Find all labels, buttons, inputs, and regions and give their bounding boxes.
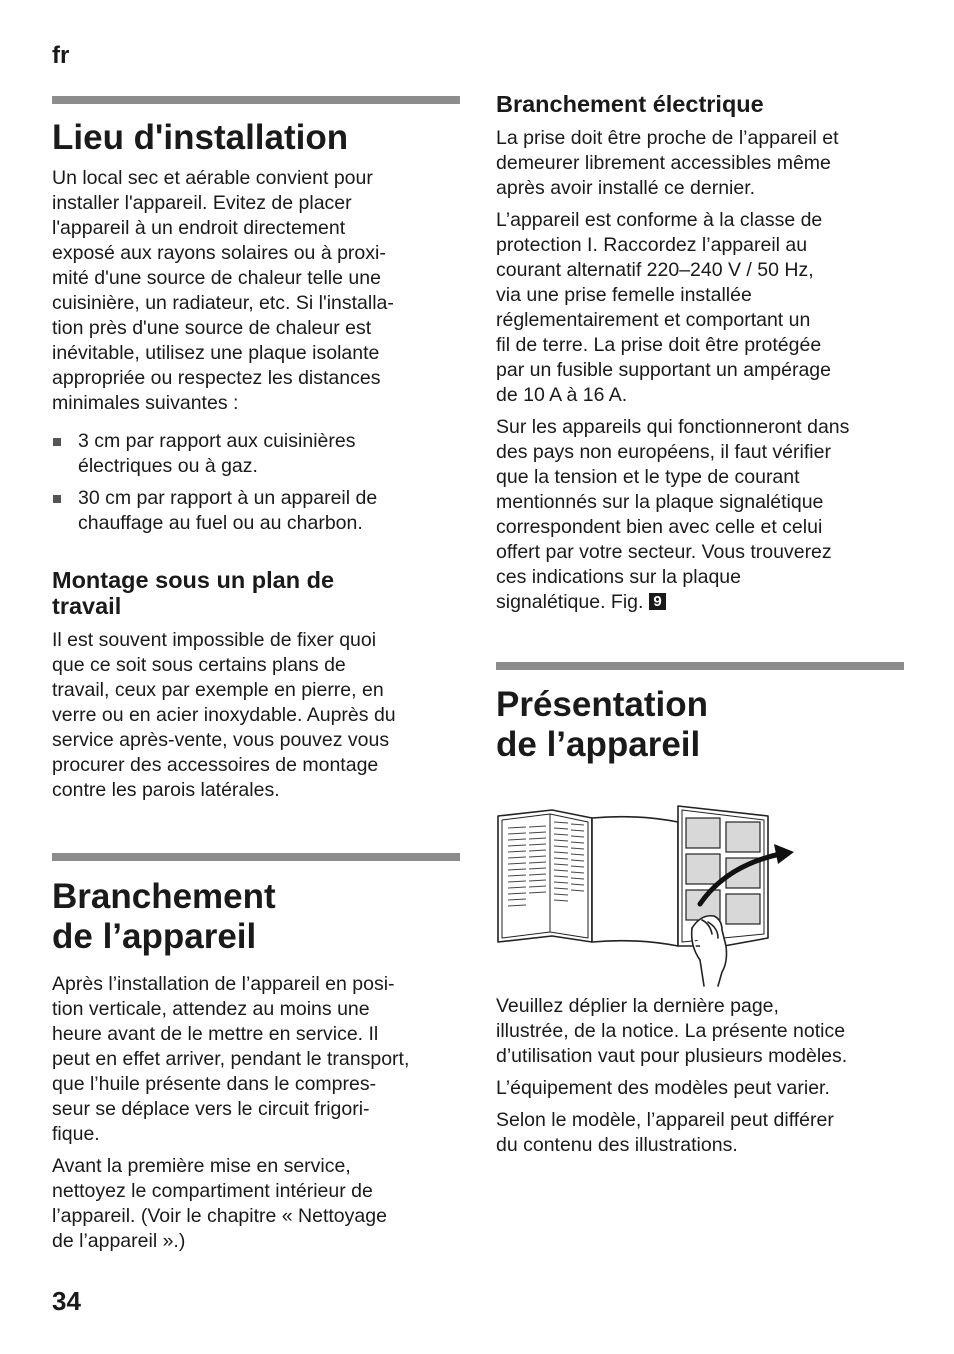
text-line: tion verticale, attendez au moins une	[52, 998, 370, 1020]
subsection-title: Montage sous un plan de travail	[52, 567, 335, 619]
text-line: cuisinière, un radiateur, etc. Si l'installa-	[52, 292, 394, 314]
text-line: Un local sec et aérable convient pour	[52, 167, 373, 189]
text-line: verre ou en acier inoxydable. Auprès du	[52, 704, 396, 726]
text-line: que la tension et le type de courant	[496, 466, 800, 488]
montage-paragraph	[52, 628, 460, 803]
text-line: L’équipement des modèles peut varier.	[496, 1077, 830, 1099]
subsection-title: Branchement électrique	[496, 91, 764, 117]
text-line: installer l'appareil. Evitez de placer	[52, 192, 352, 214]
text-line: via une prise femelle installée	[496, 284, 752, 306]
section-rule	[496, 662, 904, 670]
figure-reference-badge: 9	[649, 593, 665, 610]
square-bullet-icon	[53, 438, 61, 446]
unfold-manual-illustration	[496, 796, 796, 988]
text-line: seur se déplace vers le circuit frigori-	[52, 1098, 370, 1120]
presentation-paragraph-3	[496, 1108, 904, 1158]
text-line: ces indications sur la plaque	[496, 566, 741, 588]
text-line: d’utilisation vaut pour plusieurs modèles.	[496, 1045, 848, 1067]
electrique-paragraph-1	[496, 126, 904, 201]
text-line: mentionnés sur la plaque signalétique	[496, 491, 824, 513]
distance-list	[52, 429, 460, 536]
text-line: 30 cm par rapport à un appareil de	[78, 487, 378, 509]
text-line: l'appareil à un endroit directement	[52, 217, 346, 239]
text-line: demeurer librement accessibles même	[496, 152, 831, 174]
electrique-paragraph-2	[496, 208, 904, 408]
section-branchement-appareil	[52, 853, 460, 1254]
text-line: des pays non européens, il faut vérifier	[496, 441, 831, 463]
presentation-paragraph-2	[496, 1076, 904, 1101]
lieu-paragraph	[52, 166, 460, 416]
text-line: Il est souvent impossible de fixer quoi	[52, 629, 377, 651]
list-item	[52, 429, 460, 479]
text-line: inévitable, utilisez une plaque isolante	[52, 342, 380, 364]
text-line: Veuillez déplier la dernière page,	[496, 995, 779, 1017]
section-title: Présentation de l’appareil	[496, 685, 708, 764]
electrique-paragraph-3	[496, 415, 904, 615]
text-line: travail, ceux par exemple en pierre, en	[52, 679, 384, 701]
text-line: fique.	[52, 1123, 100, 1145]
text-line: illustrée, de la notice. La présente notice	[496, 1020, 846, 1042]
text-line: Selon le modèle, l’appareil peut différer	[496, 1109, 834, 1131]
text-line: protection I. Raccordez l’appareil au	[496, 234, 808, 256]
branchement-paragraph-1	[52, 972, 460, 1147]
text-line: La prise doit être proche de l’appareil et	[496, 127, 839, 149]
section-presentation	[496, 662, 904, 765]
text-line: Avant la première mise en service,	[52, 1155, 351, 1177]
section-branchement-electrique	[496, 91, 904, 615]
text-line: que ce soit sous certains plans de	[52, 654, 346, 676]
text-line: correspondent bien avec celle et celui	[496, 516, 823, 538]
text-line: heure avant de le mettre en service. Il	[52, 1023, 379, 1045]
text-line: contre les parois latérales.	[52, 779, 280, 801]
language-tag: fr	[52, 42, 70, 69]
text-line: de 10 A à 16 A.	[496, 384, 628, 406]
section-title: Lieu d'installation	[52, 118, 349, 157]
text-line: du contenu des illustrations.	[496, 1134, 738, 1156]
text-line: courant alternatif 220–240 V / 50 Hz,	[496, 259, 814, 281]
square-bullet-icon	[53, 495, 61, 503]
text-line: appropriée ou respectez les distances	[52, 367, 381, 389]
text-line: Après l’installation de l’appareil en posi-	[52, 973, 395, 995]
text-line: peut en effet arriver, pendant le transport,	[52, 1048, 410, 1070]
text-line: électriques ou à gaz.	[78, 455, 258, 477]
text-line: L’appareil est conforme à la classe de	[496, 209, 823, 231]
section-rule	[52, 96, 460, 104]
text-line: Sur les appareils qui fonctionneront dans	[496, 416, 850, 438]
text-line: signalétique. Fig. 9	[496, 590, 904, 615]
text-line: offert par votre secteur. Vous trouverez	[496, 541, 832, 563]
text-line: l’appareil. (Voir le chapitre « Nettoyage	[52, 1205, 387, 1227]
text-line: 3 cm par rapport aux cuisinières	[78, 430, 356, 452]
text-line: par un fusible supportant un ampérage	[496, 359, 831, 381]
section-montage	[52, 567, 460, 803]
section-rule	[52, 853, 460, 861]
branchement-paragraph-2	[52, 1154, 460, 1254]
text-line: fil de terre. La prise doit être protégée	[496, 334, 822, 356]
text-line: exposé aux rayons solaires ou à proxi-	[52, 242, 386, 264]
text-line: procurer des accessoires de montage	[52, 754, 379, 776]
text-line: minimales suivantes :	[52, 392, 239, 414]
text-line: nettoyez le compartiment intérieur de	[52, 1180, 373, 1202]
section-lieu-installation	[52, 96, 460, 536]
section-presentation-text	[496, 994, 904, 1158]
text-line: que l’huile présente dans le compres-	[52, 1073, 377, 1095]
list-item	[52, 486, 460, 536]
presentation-paragraph-1	[496, 994, 904, 1069]
text-line: réglementairement et comportant un	[496, 309, 811, 331]
text-line: de l’appareil ».)	[52, 1230, 186, 1252]
text-line: après avoir installé ce dernier.	[496, 177, 756, 199]
text-line: chauffage au fuel ou au charbon.	[78, 512, 363, 534]
text-line: tion près d'une source de chaleur est	[52, 317, 372, 339]
text-line: service après-vente, vous pouvez vous	[52, 729, 390, 751]
section-title: Branchement de l’appareil	[52, 877, 276, 956]
page-number: 34	[52, 1286, 81, 1316]
text-line: mité d'une source de chaleur telle une	[52, 267, 381, 289]
